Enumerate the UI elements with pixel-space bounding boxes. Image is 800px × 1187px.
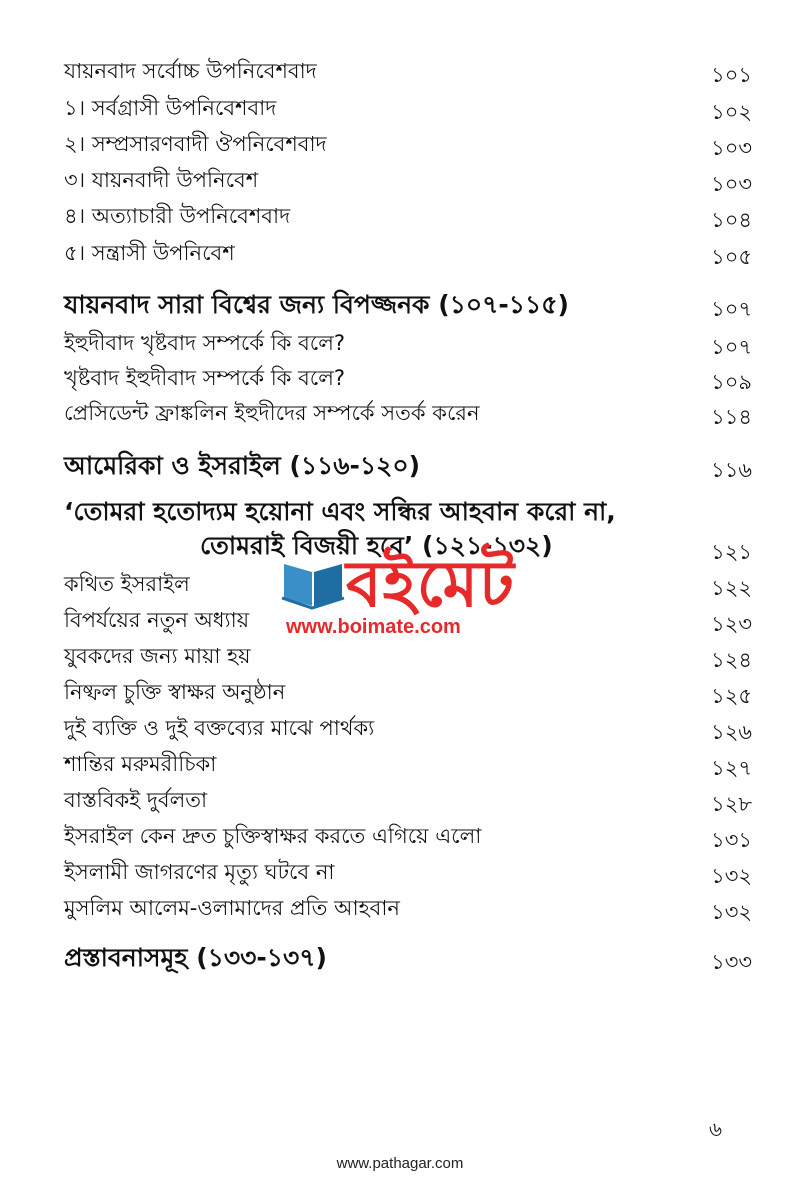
toc-entry (0, 237, 800, 271)
watermark-logo: বইমেট (346, 548, 516, 622)
toc-entry (0, 856, 800, 890)
toc-entry (0, 92, 800, 126)
toc-page: ১২৫ (711, 684, 752, 708)
watermark (276, 542, 536, 642)
toc-title: বিপর্যয়ের নতুন অধ্যায় (64, 608, 250, 632)
toc-section-title: যায়নবাদ সারা বিশ্বের জন্য বিপজ্জনক (১০৭-১১৫) (64, 290, 569, 319)
toc-title: বাস্তবিকই দুর্বলতা (64, 788, 208, 812)
toc-page: ১৩২ (711, 900, 752, 924)
toc-page: ১১৬ (711, 458, 752, 482)
toc-title: নিষ্ফল চুক্তি স্বাক্ষর অনুষ্ঠান (64, 680, 286, 704)
toc-section (0, 285, 800, 319)
footer-url: www.pathagar.com (336, 1155, 464, 1172)
toc-entry (0, 712, 800, 746)
toc-page: ১০২ (711, 100, 752, 124)
toc-page: ১২৮ (711, 792, 752, 816)
toc-page: ১০৩ (711, 172, 752, 196)
toc-title: ইসরাইল কেন দ্রুত চুক্তিস্বাক্ষর করতে এগিয়ে এলো (64, 824, 482, 848)
toc-entry (0, 128, 800, 162)
watermark-url: www.boimate.com (286, 616, 461, 638)
toc-page: ১০৭ (711, 335, 752, 359)
toc-title: ২। সম্প্রসারণবাদী ঔপনিবেশবাদ (64, 132, 327, 156)
toc-title: ইহুদীবাদ খৃষ্টবাদ সম্পর্কে কি বলে? (64, 331, 346, 355)
toc-entry (0, 327, 800, 361)
toc-section (0, 446, 800, 480)
toc-entry (0, 164, 800, 198)
toc-title: ৪। অত্যাচারী উপনিবেশবাদ (64, 204, 291, 228)
toc-entry (0, 820, 800, 854)
toc-page: ১০৭ (711, 297, 752, 321)
toc-entry (0, 640, 800, 674)
toc-section-title: প্রস্তাবনাসমূহ (১৩৩-১৩৭) (64, 943, 327, 972)
toc-page: ১২৭ (711, 756, 752, 780)
toc-entry (0, 362, 800, 396)
toc-title: দুই ব্যক্তি ও দুই বক্তব্যের মাঝে পার্থক্য (64, 716, 375, 740)
toc-title: ৫। সন্ত্রাসী উপনিবেশ (64, 241, 235, 265)
toc-title: ৩। যায়নবাদী উপনিবেশ (64, 168, 259, 192)
toc-entry (0, 55, 800, 89)
toc-entry (0, 748, 800, 782)
toc-entry (0, 397, 800, 431)
toc-title: শান্তির মরুমরীচিকা (64, 752, 217, 776)
toc-page: ১২৩ (711, 612, 752, 636)
toc-title: মুসলিম আলেম-ওলামাদের প্রতি আহবান (64, 896, 400, 920)
toc-page: ১৩১ (711, 828, 752, 852)
toc-page: ১০১ (711, 63, 752, 87)
toc-page: ১৩২ (711, 864, 752, 888)
toc-entry (0, 200, 800, 234)
toc-section (0, 938, 800, 972)
toc-page: ১০৫ (711, 245, 752, 269)
toc-title: খৃষ্টবাদ ইহুদীবাদ সম্পর্কে কি বলে? (64, 366, 346, 390)
toc-entry (0, 892, 800, 926)
page-number: ৬ (708, 1117, 722, 1141)
toc-page: ১২৪ (711, 648, 752, 672)
toc-entry (0, 676, 800, 710)
toc-page: ১০৪ (711, 208, 752, 232)
toc-title: ১। সর্বগ্রাসী উপনিবেশবাদ (64, 96, 277, 120)
toc-page: ১২৬ (711, 720, 752, 744)
toc-page: ১৩৩ (711, 950, 752, 974)
toc-title: কথিত ইসরাইল (64, 572, 190, 596)
toc-title: ইসলামী জাগরণের মৃত্যু ঘটবে না (64, 860, 335, 884)
toc-title: যুবকদের জন্য মায়া হয় (64, 644, 251, 668)
toc-page: ১০৯ (711, 370, 752, 394)
toc-section-title: ‘তোমরা হতোদ্যম হয়োনা এবং সন্ধির আহবান করো না, (64, 497, 616, 526)
toc-page: ১২২ (711, 576, 752, 600)
toc-entry (0, 784, 800, 818)
toc-section (0, 492, 800, 526)
toc-section-title: আমেরিকা ও ইসরাইল (১১৬-১২০) (64, 451, 421, 480)
book-icon (276, 554, 350, 612)
toc-title: যায়নবাদ সর্বোচ্চ উপনিবেশবাদ (64, 59, 317, 83)
toc-section-title: তোমরাই বিজয়ী হবে’ (১২১-১৩২) (200, 531, 553, 560)
toc-page: ১২১ (711, 540, 752, 564)
toc-title: প্রেসিডেন্ট ফ্রাঙ্কলিন ইহুদীদের সম্পর্কে সতর্ক করেন (64, 401, 480, 425)
toc-page: ১১৪ (711, 405, 752, 429)
toc-page: ১০৩ (711, 136, 752, 160)
